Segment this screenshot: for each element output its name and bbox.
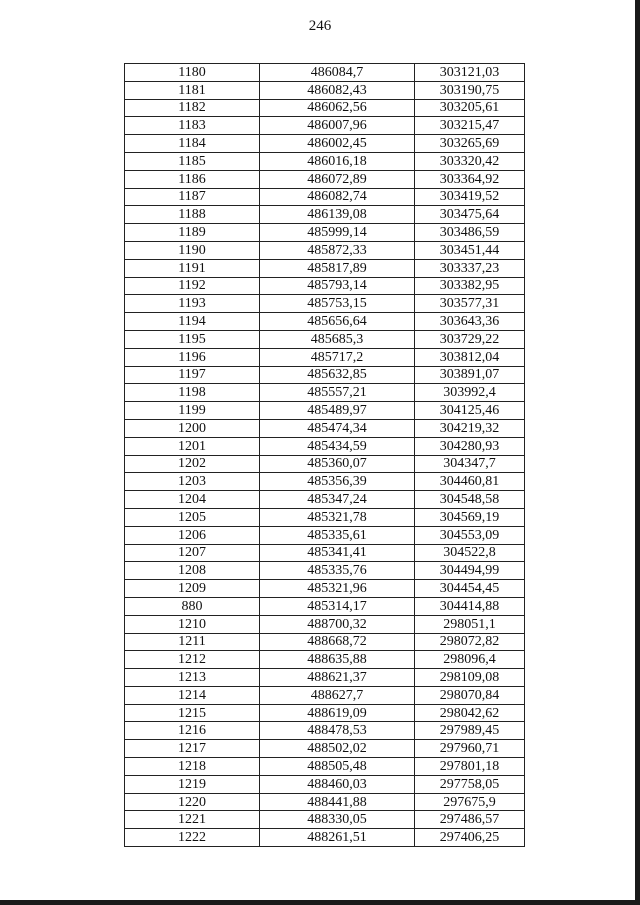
x-coordinate-cell: 485999,14 [260, 224, 415, 242]
coordinates-table-body [125, 64, 525, 847]
y-coordinate-cell: 303475,64 [415, 206, 525, 224]
table-row [125, 491, 525, 509]
table-row [125, 437, 525, 455]
point-number-cell: 1202 [125, 455, 260, 473]
table-row [125, 722, 525, 740]
point-number-cell: 1199 [125, 402, 260, 420]
point-number-cell: 1203 [125, 473, 260, 491]
table-row [125, 580, 525, 598]
y-coordinate-cell: 303337,23 [415, 259, 525, 277]
point-number-cell: 1180 [125, 64, 260, 82]
y-coordinate-cell: 298070,84 [415, 686, 525, 704]
x-coordinate-cell: 488261,51 [260, 829, 415, 847]
table-row [125, 224, 525, 242]
table-row [125, 188, 525, 206]
y-coordinate-cell: 304414,88 [415, 597, 525, 615]
table-row [125, 793, 525, 811]
x-coordinate-cell: 485356,39 [260, 473, 415, 491]
x-coordinate-cell: 485817,89 [260, 259, 415, 277]
table-row [125, 419, 525, 437]
point-number-cell: 1206 [125, 526, 260, 544]
point-number-cell: 1188 [125, 206, 260, 224]
table-row [125, 508, 525, 526]
table-row [125, 384, 525, 402]
y-coordinate-cell: 303265,69 [415, 135, 525, 153]
x-coordinate-cell: 485489,97 [260, 402, 415, 420]
point-number-cell: 1211 [125, 633, 260, 651]
table-row [125, 455, 525, 473]
table-row [125, 562, 525, 580]
point-number-cell: 1213 [125, 669, 260, 687]
y-coordinate-cell: 298096,4 [415, 651, 525, 669]
table-row [125, 651, 525, 669]
scan-edge-right [635, 0, 640, 905]
table-row [125, 366, 525, 384]
x-coordinate-cell: 486072,89 [260, 170, 415, 188]
x-coordinate-cell: 488619,09 [260, 704, 415, 722]
point-number-cell: 1195 [125, 330, 260, 348]
table-row [125, 295, 525, 313]
y-coordinate-cell: 303729,22 [415, 330, 525, 348]
x-coordinate-cell: 488668,72 [260, 633, 415, 651]
x-coordinate-cell: 485335,76 [260, 562, 415, 580]
table-row [125, 117, 525, 135]
y-coordinate-cell: 297758,05 [415, 775, 525, 793]
table-row [125, 241, 525, 259]
x-coordinate-cell: 485753,15 [260, 295, 415, 313]
point-number-cell: 1207 [125, 544, 260, 562]
point-number-cell: 1193 [125, 295, 260, 313]
x-coordinate-cell: 485321,78 [260, 508, 415, 526]
table-row [125, 473, 525, 491]
coordinates-table [124, 63, 525, 847]
y-coordinate-cell: 297960,71 [415, 740, 525, 758]
y-coordinate-cell: 303451,44 [415, 241, 525, 259]
x-coordinate-cell: 486007,96 [260, 117, 415, 135]
y-coordinate-cell: 303992,4 [415, 384, 525, 402]
point-number-cell: 1204 [125, 491, 260, 509]
x-coordinate-cell: 485656,64 [260, 313, 415, 331]
point-number-cell: 880 [125, 597, 260, 615]
point-number-cell: 1222 [125, 829, 260, 847]
x-coordinate-cell: 485793,14 [260, 277, 415, 295]
x-coordinate-cell: 485557,21 [260, 384, 415, 402]
y-coordinate-cell: 304522,8 [415, 544, 525, 562]
point-number-cell: 1187 [125, 188, 260, 206]
point-number-cell: 1215 [125, 704, 260, 722]
table-row [125, 615, 525, 633]
y-coordinate-cell: 298072,82 [415, 633, 525, 651]
table-row [125, 259, 525, 277]
x-coordinate-cell: 485321,96 [260, 580, 415, 598]
table-row [125, 81, 525, 99]
x-coordinate-cell: 488505,48 [260, 758, 415, 776]
point-number-cell: 1192 [125, 277, 260, 295]
point-number-cell: 1186 [125, 170, 260, 188]
y-coordinate-cell: 303190,75 [415, 81, 525, 99]
x-coordinate-cell: 485341,41 [260, 544, 415, 562]
point-number-cell: 1221 [125, 811, 260, 829]
x-coordinate-cell: 488635,88 [260, 651, 415, 669]
x-coordinate-cell: 485347,24 [260, 491, 415, 509]
y-coordinate-cell: 303215,47 [415, 117, 525, 135]
y-coordinate-cell: 304569,19 [415, 508, 525, 526]
point-number-cell: 1200 [125, 419, 260, 437]
y-coordinate-cell: 303812,04 [415, 348, 525, 366]
y-coordinate-cell: 304454,45 [415, 580, 525, 598]
x-coordinate-cell: 485360,07 [260, 455, 415, 473]
point-number-cell: 1196 [125, 348, 260, 366]
x-coordinate-cell: 488460,03 [260, 775, 415, 793]
table-row [125, 669, 525, 687]
y-coordinate-cell: 304494,99 [415, 562, 525, 580]
y-coordinate-cell: 303364,92 [415, 170, 525, 188]
y-coordinate-cell: 297486,57 [415, 811, 525, 829]
x-coordinate-cell: 485474,34 [260, 419, 415, 437]
point-number-cell: 1189 [125, 224, 260, 242]
x-coordinate-cell: 485685,3 [260, 330, 415, 348]
table-row [125, 64, 525, 82]
y-coordinate-cell: 298051,1 [415, 615, 525, 633]
point-number-cell: 1212 [125, 651, 260, 669]
x-coordinate-cell: 485335,61 [260, 526, 415, 544]
point-number-cell: 1197 [125, 366, 260, 384]
point-number-cell: 1185 [125, 152, 260, 170]
point-number-cell: 1205 [125, 508, 260, 526]
table-row [125, 544, 525, 562]
x-coordinate-cell: 485632,85 [260, 366, 415, 384]
table-row [125, 330, 525, 348]
point-number-cell: 1216 [125, 722, 260, 740]
y-coordinate-cell: 298042,62 [415, 704, 525, 722]
table-row [125, 170, 525, 188]
y-coordinate-cell: 297675,9 [415, 793, 525, 811]
table-row [125, 633, 525, 651]
table-row [125, 348, 525, 366]
table-row [125, 740, 525, 758]
table-row [125, 775, 525, 793]
y-coordinate-cell: 303320,42 [415, 152, 525, 170]
x-coordinate-cell: 485314,17 [260, 597, 415, 615]
y-coordinate-cell: 297801,18 [415, 758, 525, 776]
y-coordinate-cell: 304460,81 [415, 473, 525, 491]
y-coordinate-cell: 303643,36 [415, 313, 525, 331]
point-number-cell: 1214 [125, 686, 260, 704]
point-number-cell: 1184 [125, 135, 260, 153]
y-coordinate-cell: 304280,93 [415, 437, 525, 455]
x-coordinate-cell: 486002,45 [260, 135, 415, 153]
x-coordinate-cell: 486016,18 [260, 152, 415, 170]
x-coordinate-cell: 486082,43 [260, 81, 415, 99]
x-coordinate-cell: 486062,56 [260, 99, 415, 117]
table-row [125, 277, 525, 295]
y-coordinate-cell: 303891,07 [415, 366, 525, 384]
x-coordinate-cell: 485434,59 [260, 437, 415, 455]
y-coordinate-cell: 304548,58 [415, 491, 525, 509]
point-number-cell: 1220 [125, 793, 260, 811]
x-coordinate-cell: 488502,02 [260, 740, 415, 758]
x-coordinate-cell: 488478,53 [260, 722, 415, 740]
table-row [125, 526, 525, 544]
y-coordinate-cell: 298109,08 [415, 669, 525, 687]
y-coordinate-cell: 304219,32 [415, 419, 525, 437]
table-row [125, 206, 525, 224]
point-number-cell: 1190 [125, 241, 260, 259]
table-row [125, 829, 525, 847]
y-coordinate-cell: 304125,46 [415, 402, 525, 420]
point-number-cell: 1217 [125, 740, 260, 758]
point-number-cell: 1209 [125, 580, 260, 598]
table-row [125, 758, 525, 776]
table-row [125, 704, 525, 722]
y-coordinate-cell: 303486,59 [415, 224, 525, 242]
scan-edge-bottom [0, 900, 640, 905]
table-row [125, 811, 525, 829]
table-row [125, 152, 525, 170]
table-row [125, 597, 525, 615]
point-number-cell: 1219 [125, 775, 260, 793]
x-coordinate-cell: 486084,7 [260, 64, 415, 82]
y-coordinate-cell: 297406,25 [415, 829, 525, 847]
point-number-cell: 1208 [125, 562, 260, 580]
x-coordinate-cell: 488441,88 [260, 793, 415, 811]
table-row [125, 99, 525, 117]
x-coordinate-cell: 485872,33 [260, 241, 415, 259]
y-coordinate-cell: 303121,03 [415, 64, 525, 82]
table-row [125, 135, 525, 153]
x-coordinate-cell: 488330,05 [260, 811, 415, 829]
point-number-cell: 1210 [125, 615, 260, 633]
y-coordinate-cell: 303205,61 [415, 99, 525, 117]
point-number-cell: 1182 [125, 99, 260, 117]
y-coordinate-cell: 297989,45 [415, 722, 525, 740]
point-number-cell: 1218 [125, 758, 260, 776]
y-coordinate-cell: 303577,31 [415, 295, 525, 313]
x-coordinate-cell: 485717,2 [260, 348, 415, 366]
point-number-cell: 1194 [125, 313, 260, 331]
page-number: 246 [308, 18, 332, 34]
point-number-cell: 1183 [125, 117, 260, 135]
table-row [125, 313, 525, 331]
x-coordinate-cell: 486139,08 [260, 206, 415, 224]
point-number-cell: 1198 [125, 384, 260, 402]
y-coordinate-cell: 304347,7 [415, 455, 525, 473]
table-row [125, 402, 525, 420]
y-coordinate-cell: 303419,52 [415, 188, 525, 206]
point-number-cell: 1201 [125, 437, 260, 455]
x-coordinate-cell: 486082,74 [260, 188, 415, 206]
y-coordinate-cell: 304553,09 [415, 526, 525, 544]
table-row [125, 686, 525, 704]
point-number-cell: 1191 [125, 259, 260, 277]
x-coordinate-cell: 488621,37 [260, 669, 415, 687]
x-coordinate-cell: 488627,7 [260, 686, 415, 704]
point-number-cell: 1181 [125, 81, 260, 99]
x-coordinate-cell: 488700,32 [260, 615, 415, 633]
y-coordinate-cell: 303382,95 [415, 277, 525, 295]
